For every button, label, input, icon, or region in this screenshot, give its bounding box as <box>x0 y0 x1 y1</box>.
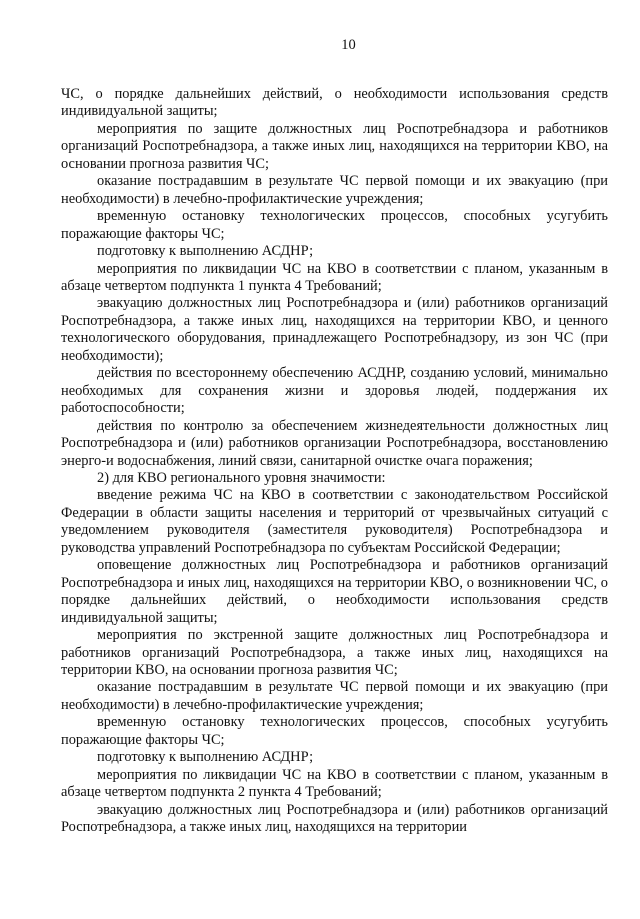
paragraph: действия по всестороннему обеспечению АСДНР, созданию условий, минимально необходимых для сохранения жизни и здоровья людей, поддержания их работоспособности; <box>61 365 608 417</box>
paragraph: эвакуацию должностных лиц Роспотребнадзора и (или) работников организаций Роспотребнадзора, а также иных лиц, находящихся на территории <box>61 801 608 836</box>
paragraph: оповещение должностных лиц Роспотребнадзора и работников организаций Роспотребнадзора и иных лиц, находящихся на территории КВО, о возникновении ЧС, о порядке дальнейших действий, о необходимости использования средств индивидуальной защиты; <box>61 557 608 626</box>
paragraph: временную остановку технологических процессов, способных усугубить поражающие факторы ЧС; <box>61 714 608 748</box>
paragraph: оказание пострадавшим в результате ЧС первой помощи и их эвакуацию (при необходимости) в лечебно-профилактические учреждения; <box>61 679 608 713</box>
paragraph: введение режима ЧС на КВО в соответствии с законодательством Российской Федерации в области защиты населения и территорий от чрезвычайных ситуаций с уведомлением руководителя (заместителя руководителя) Роспотребнадзора и руководства управлений Роспотребнадзора по субъектам Российской Федерации; <box>61 487 608 556</box>
paragraph: ЧС, о порядке дальнейших действий, о необходимости использования средств индивидуальной защиты; <box>61 86 608 120</box>
paragraph: мероприятия по экстренной защите должностных лиц Роспотребнадзора и работников организаций Роспотребнадзора, а также иных лиц, находящихся на территории КВО, на основании прогноза развития ЧС; <box>61 627 608 678</box>
paragraph: мероприятия по ликвидации ЧС на КВО в соответствии с планом, указанным в абзаце четвертом подпункта 2 пункта 4 Требований; <box>61 766 608 801</box>
page-number: 10 <box>341 37 356 53</box>
paragraph: временную остановку технологических процессов, способных усугубить поражающие факторы ЧС; <box>61 208 608 242</box>
paragraph: подготовку к выполнению АСДНР; <box>97 243 314 260</box>
section-heading: 2) для КВО регионального уровня значимости: <box>97 469 386 486</box>
paragraph: подготовку к выполнению АСДНР; <box>97 749 314 766</box>
paragraph: мероприятия по ликвидации ЧС на КВО в соответствии с планом, указанным в абзаце четвертом подпункта 1 пункта 4 Требований; <box>61 260 608 294</box>
paragraph: эвакуацию должностных лиц Роспотребнадзора и (или) работников организаций Роспотребнадзора, а также иных лиц, находящихся на территории КВО, и ценного технологического оборудования, принадлежащего Роспотребнадзору, из зон ЧС (при необходимости); <box>61 295 608 364</box>
document-body <box>61 86 608 836</box>
paragraph: действия по контролю за обеспечением жизнедеятельности должностных лиц Роспотребнадзора и (или) работников организации Роспотребнадзора, восстановлению энерго-и водоснабжения, линий связи, санитарной очистке очага поражения; <box>61 417 608 469</box>
paragraph: мероприятия по защите должностных лиц Роспотребнадзора и работников организаций Роспотребнадзора, а также иных лиц, находящихся на территории КВО, на основании прогноза развития ЧС; <box>61 120 608 172</box>
paragraph: оказание пострадавшим в результате ЧС первой помощи и их эвакуацию (при необходимости) в лечебно-профилактические учреждения; <box>61 173 608 207</box>
